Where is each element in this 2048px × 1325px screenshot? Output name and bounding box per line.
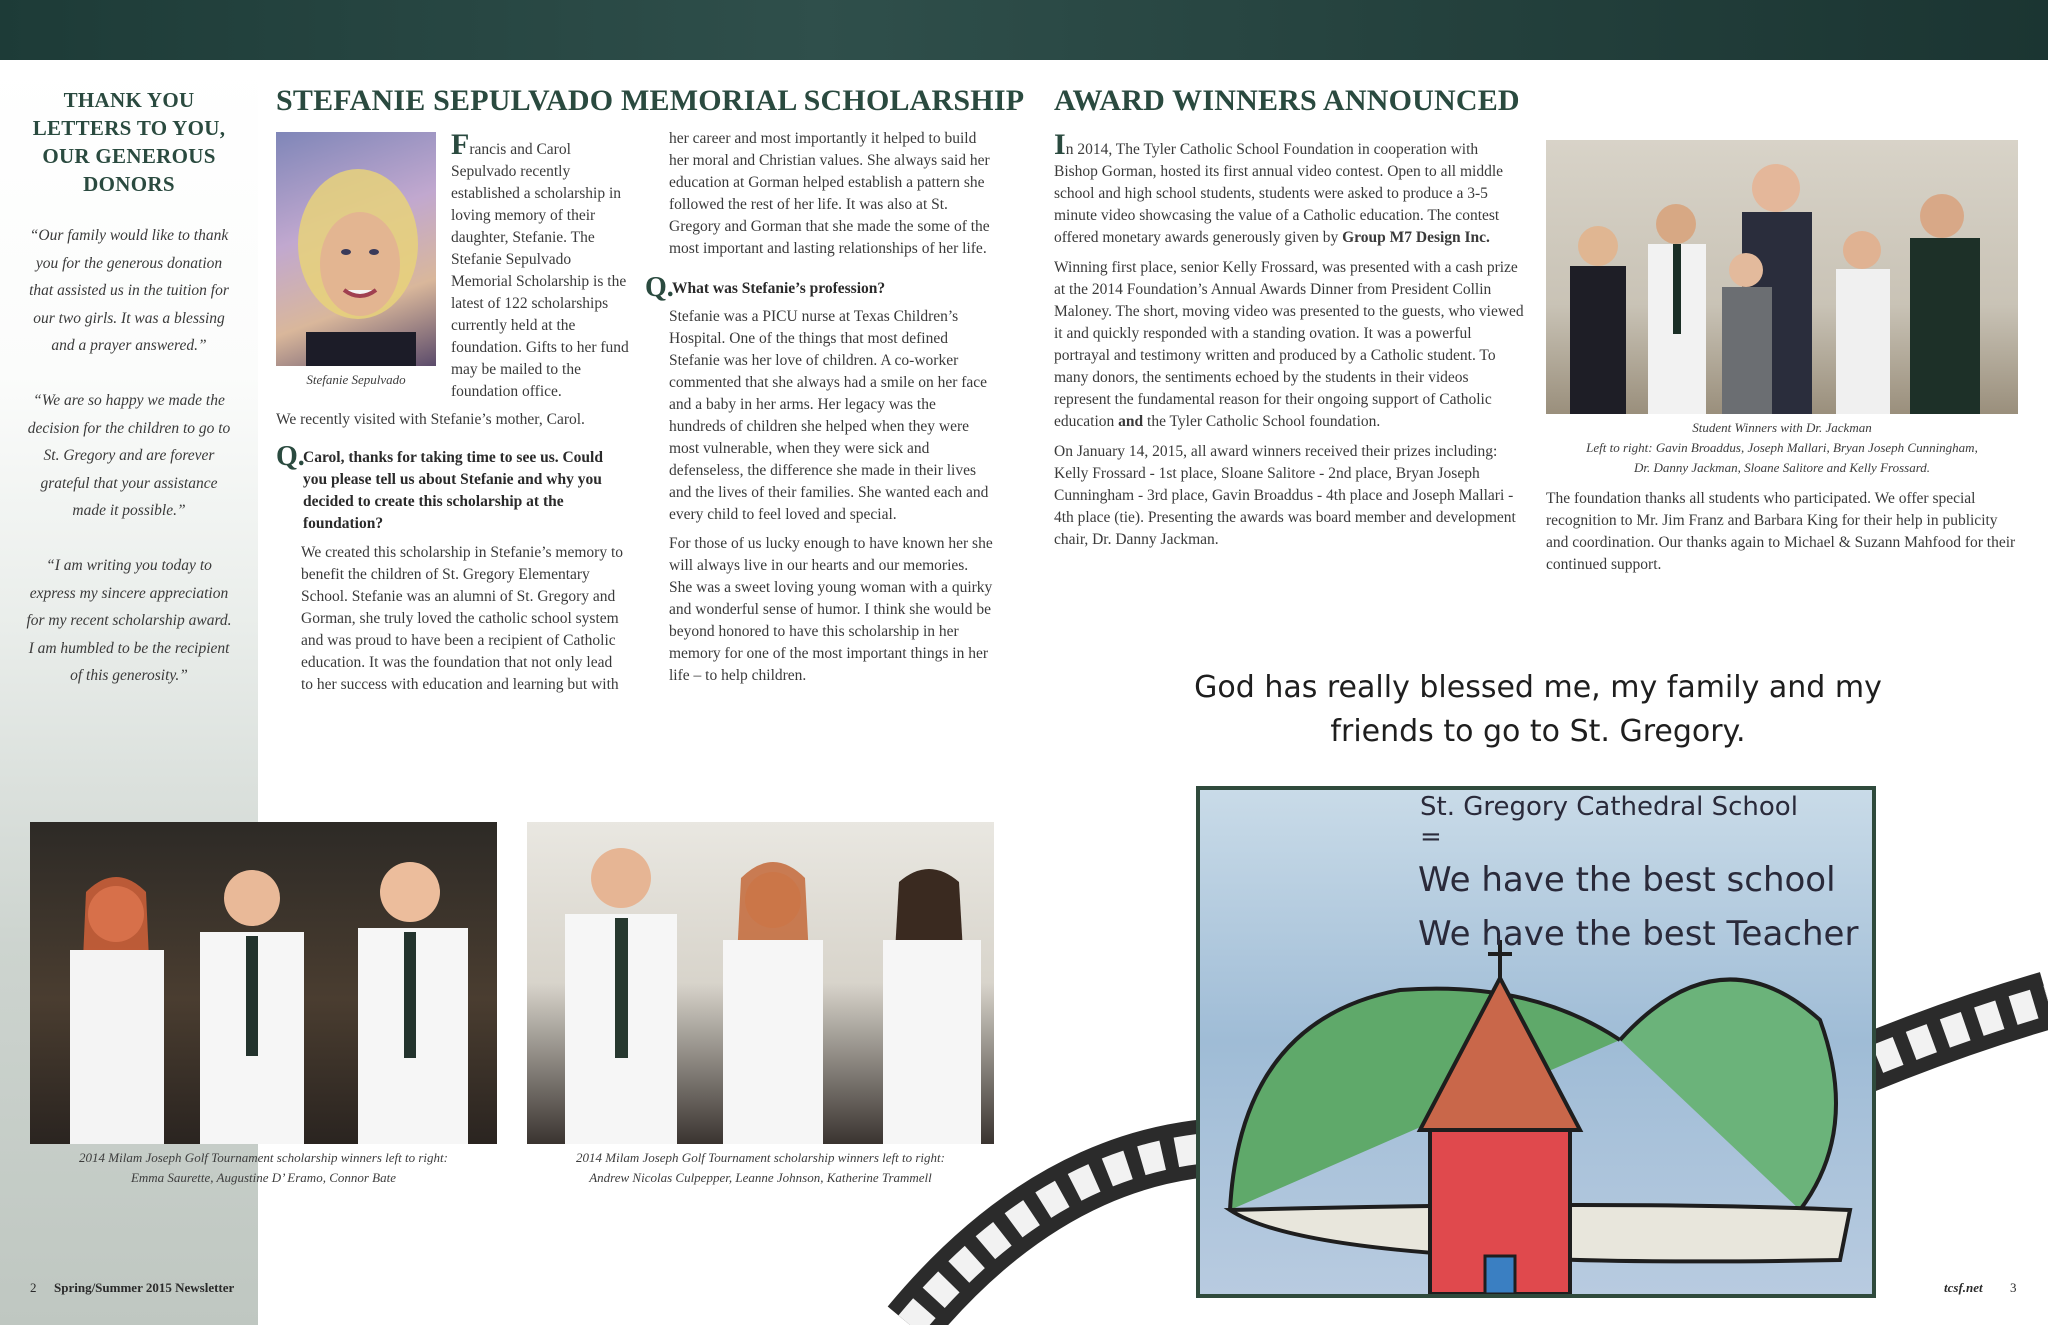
drawing-line-4: We have the best Teacher bbox=[1418, 914, 1859, 954]
winners-caption-title: Student Winners with Dr. Jackman bbox=[1692, 420, 1872, 435]
awards-para-2-text: Winning first place, senior Kelly Frossard, was presented with a cash prize at the 2014 Foundation’s Annual Awards Dinner from President Collin Maloney. The short, moving video was presented to the guests, who viewed it and quickly responded with a standing ovation. It was a powerful portrayal and testimony written and produced by a Catholic student. To many donors, the sentiments echoed by the students in their videos represent the fundamental reason for their ongoing support of Catholic education bbox=[1054, 259, 1524, 430]
visit-line: We recently visited with Stefanie’s mother, Carol. bbox=[276, 411, 585, 428]
sidebar-title: THANK YOU LETTERS TO YOU, OUR GENEROUS DONORS bbox=[32, 88, 226, 196]
scholarship-intro bbox=[451, 128, 629, 403]
awards-para-1 bbox=[1054, 128, 1524, 559]
donor-quote-3: “I am writing you today to express my sincere appreciation for my recent scholarship award. I am humbled to be the recipient of this generosity.” bbox=[26, 557, 232, 684]
student-augustine bbox=[200, 870, 304, 1144]
question-2 bbox=[645, 272, 995, 303]
answer-1: We created this scholarship in Stefanie’s memory to benefit the children of St. Gregory Elementary School. Stefanie was an alumni of St. Gregory and Gorman, she truly loved the catholic school system and was proud to have been a recipient of Catholic education. It was the foundation that not only lead to her success with education and learning but with bbox=[301, 544, 624, 693]
winners-caption-line-1: Left to right: Gavin Broaddus, Joseph Mallari, Bryan Joseph Cunningham, bbox=[1586, 440, 1978, 455]
awards-para-2-end: the Tyler Catholic School foundation. bbox=[1143, 413, 1381, 430]
drawing-line-2: = bbox=[1420, 822, 1442, 852]
awards-heading: AWARD WINNERS ANNOUNCED bbox=[1054, 84, 1520, 117]
intro-text: rancis and Carol Sepulvado recently established a scholarship in loving memory of their daughter, Stefanie. The Stefanie Sepulvado Memorial Scholarship is the latest of 122 scholarships currently held at the foundation. Gifts to her fund may be mailed to the foundation office. bbox=[451, 141, 629, 400]
dropcap-i: I bbox=[1054, 128, 1066, 161]
student-quote-line-1: God has really blessed me, my family and my bbox=[1194, 670, 1882, 705]
q-mark-1: Q. bbox=[276, 441, 305, 472]
site-footer[interactable]: tcsf.net bbox=[1944, 1280, 1983, 1295]
stefanie-portrait-photo bbox=[276, 132, 436, 366]
golf-caption-2-line-2: Andrew Nicolas Culpepper, Leanne Johnson, Katherine Trammell bbox=[589, 1170, 932, 1185]
student-katherine bbox=[883, 869, 981, 1144]
person-1 bbox=[1570, 226, 1626, 414]
golf-caption-1-line-2: Emma Saurette, Augustine D’ Eramo, Connor Bate bbox=[130, 1170, 397, 1185]
awards-para-1-text: n 2014, The Tyler Catholic School Foundation in cooperation with Bishop Gorman, hosted its first annual video contest. Open to all middle school and high school students, students were asked to produce a 3-5 minute video showcasing the value of a Catholic education. The contest offered monetary awards generously given by bbox=[1054, 141, 1504, 246]
golf-winners-photo-1 bbox=[30, 822, 497, 1144]
student-andrew bbox=[565, 848, 677, 1144]
awards-para-3: On January 14, 2015, all award winners received their prizes including: Kelly Frossard - 1st place, Sloane Salitore - 2nd place, Bryan Joseph Cunningham - 3rd place, Gavin Broaddus - 4th place and Joseph Mallari - 4th place (tie). Presenting the awards was board member and development chair, Dr. Danny Jackman. bbox=[1054, 443, 1516, 548]
page-number-left: 2 bbox=[30, 1280, 37, 1295]
dropcap-f: F bbox=[451, 128, 470, 161]
golf-caption-2-line-1: 2014 Milam Joseph Golf Tournament scholarship winners left to right: bbox=[576, 1150, 945, 1165]
donor-quote-1: “Our family would like to thank you for the generous donation that assisted us in the tuition for our two girls. It was a blessing and a prayer answered.” bbox=[29, 227, 229, 354]
thanks-paragraph: The foundation thanks all students who participated. We offer special recognition to Mr. Jim Franz and Barbara King for their help in publicity and coordination. Our thanks again to Michael & Suzann Mahfood for their continued support. bbox=[1546, 490, 2016, 573]
student-winners-photo bbox=[1546, 140, 2018, 414]
drawing-line-3: We have the best school bbox=[1418, 860, 1836, 900]
question-2-text: What was Stefanie’s profession? bbox=[672, 280, 886, 297]
answer-3: For those of us lucky enough to have known her she will always live in our hearts and our memories. She was a sweet loving young woman with a quirky and wonderful sense of humor. I think she would be beyond honored to have this scholarship in her memory for one of the most important things in her life – to help children. bbox=[669, 535, 993, 684]
student-quote-line-2: friends to go to St. Gregory. bbox=[1330, 714, 1746, 749]
winners-caption-line-2: Dr. Danny Jackman, Sloane Salitore and Kelly Frossard. bbox=[1633, 460, 1931, 475]
awards-para-2-bold: and bbox=[1118, 413, 1144, 430]
scholarship-heading: STEFANIE SEPULVADO MEMORIAL SCHOLARSHIP bbox=[276, 84, 1025, 117]
page-number-right: 3 bbox=[2010, 1280, 2017, 1295]
portrait-caption: Stefanie Sepulvado bbox=[306, 372, 406, 387]
student-emma bbox=[70, 877, 164, 1144]
answer-2: Stefanie was a PICU nurse at Texas Children’s Hospital. One of the things that most defined Stefanie was her love of children. A co-worker commented that she always had a smile on her face and a baby in her arms. Her legacy was the hundreds of children she helped when they were most vulnerable, when they were sick and defenseless, the difference she made in their lives and the lives of their families. She wanted each and every child to feel loved and special. bbox=[669, 308, 989, 523]
drawing-line-1: St. Gregory Cathedral School bbox=[1420, 792, 1798, 822]
person-5 bbox=[1836, 231, 1890, 414]
question-1 bbox=[276, 441, 616, 535]
child-drawing bbox=[1196, 786, 1876, 1298]
golf-winners-photo-2 bbox=[527, 822, 994, 1144]
student-leanne bbox=[723, 862, 823, 1144]
person-2 bbox=[1648, 204, 1706, 414]
answer-1-continued: her career and most importantly it helped to build her moral and Christian values. She always said her education at Gorman helped establish a pattern she followed the rest of her life. It was also at St. Gregory and Gorman that she made the some of the most important and lasting relationships of her life. bbox=[669, 130, 990, 257]
question-1-text: Carol, thanks for taking time to see us. Could you please tell us about Stefanie and why you decided to create this scholarship at the foundation? bbox=[303, 449, 603, 532]
person-6 bbox=[1910, 194, 1980, 414]
student-quote bbox=[1168, 666, 1908, 754]
q-mark-2: Q. bbox=[645, 272, 674, 303]
top-banner bbox=[0, 0, 2048, 60]
sponsor-name: Group M7 Design Inc. bbox=[1342, 229, 1490, 246]
donor-quote-2: “We are so happy we made the decision for the children to go to St. Gregory and are forever grateful that your assistance made it possible.” bbox=[27, 392, 231, 519]
newsletter-title-footer: Spring/Summer 2015 Newsletter bbox=[54, 1280, 235, 1295]
golf-caption-1-line-1: 2014 Milam Joseph Golf Tournament scholarship winners left to right: bbox=[79, 1150, 448, 1165]
student-connor bbox=[358, 862, 468, 1144]
